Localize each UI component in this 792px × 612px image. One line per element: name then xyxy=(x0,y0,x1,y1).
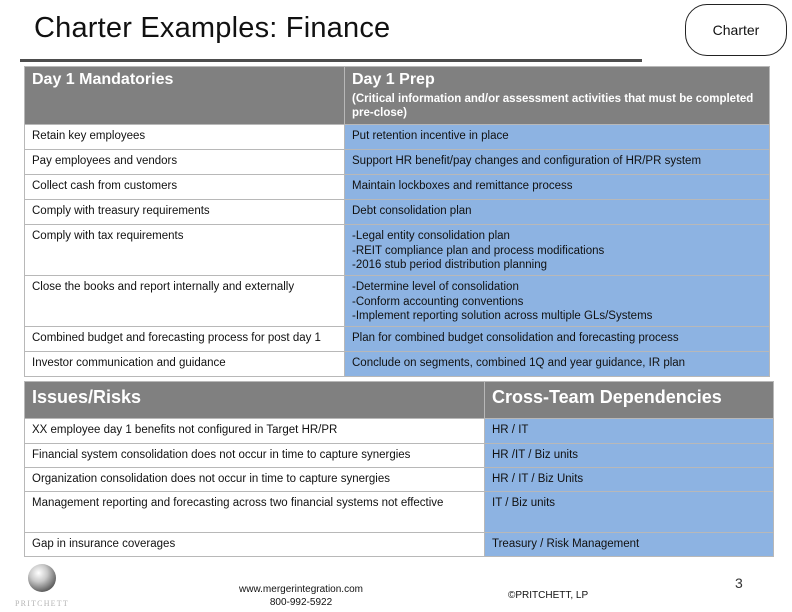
table-row xyxy=(25,327,770,352)
table-row xyxy=(25,352,770,377)
issues-table xyxy=(24,381,774,557)
issues-risks-header-text: Issues/Risks xyxy=(32,387,142,407)
prep-cell xyxy=(345,225,770,276)
mandatory-cell: Comply with tax requirements xyxy=(25,225,345,276)
mandatory-cell: Close the books and report internally and externally xyxy=(25,276,345,327)
prep-cell xyxy=(345,276,770,327)
pritchett-logo xyxy=(6,556,78,612)
day1-table xyxy=(24,66,770,377)
footer-website-link[interactable]: www.mergerintegration.com xyxy=(239,584,363,595)
table-row xyxy=(25,533,774,557)
table-row xyxy=(25,225,770,276)
table-row xyxy=(25,175,770,200)
footer-copyright: ©PRITCHETT, LP xyxy=(508,590,589,601)
prep-line: -2016 stub period distribution planning xyxy=(352,259,547,271)
prep-line: -REIT compliance plan and process modifications xyxy=(352,244,605,257)
table-row xyxy=(25,492,774,533)
footer-contact xyxy=(218,583,384,609)
cross-team-dependencies-header-text: Cross-Team Dependencies xyxy=(492,387,722,407)
prep-cell: Maintain lockboxes and remittance process xyxy=(345,175,770,200)
page-number: 3 xyxy=(735,575,743,591)
day1-mandatories-header xyxy=(25,67,345,125)
dependency-cell: Treasury / Risk Management xyxy=(485,533,774,557)
mandatory-cell: Collect cash from customers xyxy=(25,175,345,200)
prep-cell: Plan for combined budget consolidation and forecasting process xyxy=(345,327,770,352)
day1-prep-header xyxy=(345,67,770,125)
prep-cell: Support HR benefit/pay changes and configuration of HR/PR system xyxy=(345,150,770,175)
prep-line: -Implement reporting solution across multiple GLs/Systems xyxy=(352,310,653,322)
day1-mandatories-header-text: Day 1 Mandatories xyxy=(32,71,174,88)
cross-team-dependencies-header xyxy=(485,382,774,419)
issues-risks-header xyxy=(25,382,485,419)
title-divider xyxy=(20,59,642,62)
table-row xyxy=(25,125,770,150)
table-row xyxy=(25,419,774,444)
issue-cell: Financial system consolidation does not occur in time to capture synergies xyxy=(25,444,485,468)
prep-line: -Determine level of consolidation xyxy=(352,281,519,293)
mandatory-cell: Combined budget and forecasting process for post day 1 xyxy=(25,327,345,352)
charter-tab[interactable] xyxy=(685,4,787,56)
table-row xyxy=(25,150,770,175)
issue-cell: Management reporting and forecasting across two financial systems not effective xyxy=(25,492,485,533)
prep-cell: Debt consolidation plan xyxy=(345,200,770,225)
dependency-cell: HR / IT / Biz Units xyxy=(485,468,774,492)
issue-cell: XX employee day 1 benefits not configured in Target HR/PR xyxy=(25,419,485,444)
prep-line: -Conform accounting conventions xyxy=(352,295,524,308)
slide-title: Charter Examples: Finance xyxy=(34,12,391,44)
dependency-cell: HR /IT / Biz units xyxy=(485,444,774,468)
charter-tab-label: Charter xyxy=(712,22,760,38)
prep-cell: Conclude on segments, combined 1Q and year guidance, IR plan xyxy=(345,352,770,377)
table-row xyxy=(25,200,770,225)
mandatory-cell: Investor communication and guidance xyxy=(25,352,345,377)
mandatory-cell: Pay employees and vendors xyxy=(25,150,345,175)
prep-cell: Put retention incentive in place xyxy=(345,125,770,150)
table-row xyxy=(25,468,774,492)
logo-sphere xyxy=(28,564,56,592)
issue-cell: Organization consolidation does not occur in time to capture synergies xyxy=(25,468,485,492)
day1-prep-subheader: (Critical information and/or assessment activities that must be completed pre-close) xyxy=(352,92,754,119)
prep-line: -Legal entity consolidation plan xyxy=(352,230,510,242)
issue-cell: Gap in insurance coverages xyxy=(25,533,485,557)
mandatory-cell: Retain key employees xyxy=(25,125,345,150)
dependency-cell: HR / IT xyxy=(485,419,774,444)
logo-wordmark: PRITCHETT xyxy=(15,599,69,608)
footer-phone: 800-992-5922 xyxy=(269,597,333,608)
mandatory-cell: Comply with treasury requirements xyxy=(25,200,345,225)
dependency-cell: IT / Biz units xyxy=(485,492,774,533)
table-row xyxy=(25,444,774,468)
table-row xyxy=(25,276,770,327)
day1-prep-header-text: Day 1 Prep xyxy=(352,71,435,88)
